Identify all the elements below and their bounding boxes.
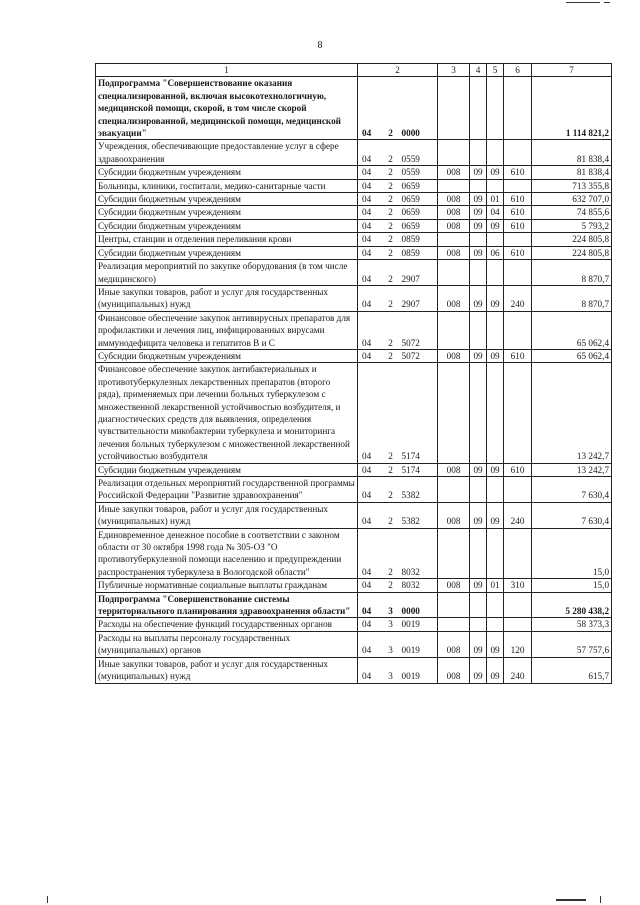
table-row: [96, 528, 612, 579]
table-row: [96, 592, 612, 618]
subsection-code-cell: 01: [487, 579, 504, 592]
subsection-code-cell: 06: [487, 246, 504, 259]
subsection-code-cell: 01: [487, 193, 504, 206]
code-part-b-cell: 2: [382, 349, 400, 362]
header-col-6: 6: [504, 64, 532, 77]
section-code-cell: [470, 260, 487, 286]
code-part-a-cell: 04: [358, 179, 382, 192]
section-code-cell: [470, 140, 487, 166]
ministry-code-cell: [438, 179, 470, 192]
row-name-cell: Субсидии бюджетным учреждениям: [96, 463, 358, 476]
code-part-c-cell: 0859: [400, 246, 438, 259]
code-part-c-cell: 0000: [400, 592, 438, 618]
code-part-a-cell: 04: [358, 502, 382, 528]
row-name-cell: Единовременное денежное пособие в соответствии с законом области от 30 октября 1998 года № 305-ОЗ "О противотуберкулезной помощи населению и предупреждении распространения туберкулеза в Вологодской области": [96, 528, 358, 579]
code-part-b-cell: 2: [382, 363, 400, 463]
subsection-code-cell: [487, 477, 504, 503]
code-part-c-cell: 5174: [400, 463, 438, 476]
table-row: [96, 618, 612, 631]
expense-type-cell: [504, 77, 532, 140]
amount-cell: 74 855,6: [532, 206, 612, 219]
subsection-code-cell: 09: [487, 285, 504, 311]
expense-type-cell: [504, 233, 532, 246]
subsection-code-cell: 09: [487, 166, 504, 179]
table-row: [96, 579, 612, 592]
row-name-cell: Подпрограмма "Совершенствование оказания специализированной, включая высокотехнологичную, медицинской помощи, скорой, в том числе скорой специализированной, медицинской помощи, медицинской эвакуации": [96, 77, 358, 140]
table-row: [96, 260, 612, 286]
code-part-a-cell: 04: [358, 219, 382, 232]
subsection-code-cell: [487, 140, 504, 166]
bottom-scan-mark: [47, 896, 48, 903]
section-code-cell: [470, 233, 487, 246]
expense-type-cell: 610: [504, 349, 532, 362]
expense-type-cell: 610: [504, 246, 532, 259]
header-col-5: 5: [487, 64, 504, 77]
amount-cell: 615,7: [532, 657, 612, 683]
table-row: [96, 206, 612, 219]
table-row: [96, 363, 612, 463]
section-code-cell: 09: [470, 502, 487, 528]
expense-type-cell: [504, 592, 532, 618]
amount-cell: 224 805,8: [532, 246, 612, 259]
code-part-b-cell: 2: [382, 219, 400, 232]
expense-type-cell: 610: [504, 463, 532, 476]
ministry-code-cell: 008: [438, 657, 470, 683]
expense-type-cell: [504, 311, 532, 349]
table-row: [96, 311, 612, 349]
code-part-a-cell: 04: [358, 77, 382, 140]
section-code-cell: [470, 363, 487, 463]
ministry-code-cell: [438, 528, 470, 579]
row-name-cell: Центры, станции и отделения переливания крови: [96, 233, 358, 246]
row-name-cell: Реализация отдельных мероприятий государственной программы Российской Федерации "Развитие здравоохранения": [96, 477, 358, 503]
amount-cell: 57 757,6: [532, 631, 612, 657]
ministry-code-cell: 008: [438, 219, 470, 232]
code-part-a-cell: 04: [358, 166, 382, 179]
row-name-cell: Учреждения, обеспечивающие предоставление услуг в сфере здравоохранения: [96, 140, 358, 166]
code-part-b-cell: 2: [382, 579, 400, 592]
row-name-cell: Финансовое обеспечение закупок антибактериальных и противотуберкулезных лекарственных препаратов (второго ряда), применяемых при лечении больных туберкулезом с множественной лекарственной устойчивостью возбудителя, и диагностических средств для выявления, определения чувствительности микобактерии туберкулеза и мониторинга лечения больных туберкулезом с множественной лекарственной устойчивостью возбудителя: [96, 363, 358, 463]
code-part-b-cell: 2: [382, 77, 400, 140]
code-part-b-cell: 2: [382, 206, 400, 219]
amount-cell: 632 707,0: [532, 193, 612, 206]
section-code-cell: 09: [470, 246, 487, 259]
code-part-c-cell: 5174: [400, 363, 438, 463]
ministry-code-cell: [438, 618, 470, 631]
code-part-c-cell: 0659: [400, 179, 438, 192]
section-code-cell: [470, 77, 487, 140]
ministry-code-cell: 008: [438, 206, 470, 219]
row-name-cell: Реализация мероприятий по закупке оборудования (в том числе медицинского): [96, 260, 358, 286]
code-part-a-cell: 04: [358, 618, 382, 631]
amount-cell: 81 838,4: [532, 166, 612, 179]
code-part-c-cell: 2907: [400, 260, 438, 286]
section-code-cell: 09: [470, 166, 487, 179]
section-code-cell: [470, 179, 487, 192]
row-name-cell: Расходы на обеспечение функций государственных органов: [96, 618, 358, 631]
expense-type-cell: 240: [504, 285, 532, 311]
expense-type-cell: 240: [504, 657, 532, 683]
subsection-code-cell: 09: [487, 631, 504, 657]
amount-cell: 65 062,4: [532, 311, 612, 349]
row-name-cell: Расходы на выплаты персоналу государственных (муниципальных) органов: [96, 631, 358, 657]
code-part-c-cell: 0659: [400, 193, 438, 206]
code-part-b-cell: 2: [382, 311, 400, 349]
code-part-b-cell: 2: [382, 260, 400, 286]
subsection-code-cell: [487, 363, 504, 463]
code-part-b-cell: 2: [382, 477, 400, 503]
header-col-4: 4: [470, 64, 487, 77]
table-row: [96, 219, 612, 232]
row-name-cell: Субсидии бюджетным учреждениям: [96, 246, 358, 259]
subsection-code-cell: [487, 179, 504, 192]
ministry-code-cell: 008: [438, 246, 470, 259]
section-code-cell: [470, 528, 487, 579]
code-part-c-cell: 8032: [400, 579, 438, 592]
ministry-code-cell: 008: [438, 463, 470, 476]
expense-type-cell: 310: [504, 579, 532, 592]
amount-cell: 13 242,7: [532, 363, 612, 463]
code-part-b-cell: 2: [382, 179, 400, 192]
corner-scan-mark: [604, 2, 610, 3]
amount-cell: 81 838,4: [532, 140, 612, 166]
subsection-code-cell: 09: [487, 463, 504, 476]
section-code-cell: 09: [470, 349, 487, 362]
code-part-a-cell: 04: [358, 528, 382, 579]
code-part-c-cell: 0019: [400, 618, 438, 631]
code-part-b-cell: 2: [382, 246, 400, 259]
expense-type-cell: 610: [504, 193, 532, 206]
code-part-a-cell: 04: [358, 463, 382, 476]
code-part-a-cell: 04: [358, 579, 382, 592]
ministry-code-cell: 008: [438, 502, 470, 528]
section-code-cell: 09: [470, 206, 487, 219]
code-part-c-cell: 0659: [400, 206, 438, 219]
code-part-a-cell: 04: [358, 193, 382, 206]
code-part-b-cell: 2: [382, 285, 400, 311]
expense-type-cell: 240: [504, 502, 532, 528]
subsection-code-cell: [487, 311, 504, 349]
code-part-a-cell: 04: [358, 140, 382, 166]
row-name-cell: Подпрограмма "Совершенствование системы территориального планирования здравоохранения области": [96, 592, 358, 618]
table-row: [96, 77, 612, 140]
code-part-b-cell: 2: [382, 140, 400, 166]
header-col-3: 3: [438, 64, 470, 77]
row-name-cell: Иные закупки товаров, работ и услуг для государственных (муниципальных) нужд: [96, 285, 358, 311]
ministry-code-cell: [438, 77, 470, 140]
bottom-scan-mark: [600, 896, 601, 903]
subsection-code-cell: 09: [487, 349, 504, 362]
code-part-c-cell: 8032: [400, 528, 438, 579]
table-row: [96, 463, 612, 476]
table-row: [96, 477, 612, 503]
subsection-code-cell: [487, 592, 504, 618]
table-row: [96, 233, 612, 246]
amount-cell: 65 062,4: [532, 349, 612, 362]
code-part-b-cell: 2: [382, 528, 400, 579]
code-part-b-cell: 3: [382, 618, 400, 631]
section-code-cell: 09: [470, 285, 487, 311]
table-header-row: [96, 64, 612, 77]
amount-cell: 224 805,8: [532, 233, 612, 246]
code-part-a-cell: 04: [358, 311, 382, 349]
row-name-cell: Иные закупки товаров, работ и услуг для государственных (муниципальных) нужд: [96, 657, 358, 683]
expense-type-cell: [504, 477, 532, 503]
expense-type-cell: 120: [504, 631, 532, 657]
ministry-code-cell: [438, 233, 470, 246]
subsection-code-cell: 09: [487, 502, 504, 528]
row-name-cell: Больницы, клиники, госпитали, медико-санитарные части: [96, 179, 358, 192]
code-part-c-cell: 5072: [400, 349, 438, 362]
expense-type-cell: 610: [504, 166, 532, 179]
expense-type-cell: [504, 528, 532, 579]
ministry-code-cell: [438, 260, 470, 286]
code-part-a-cell: 04: [358, 349, 382, 362]
expense-type-cell: 610: [504, 219, 532, 232]
section-code-cell: 09: [470, 657, 487, 683]
expense-type-cell: 610: [504, 206, 532, 219]
amount-cell: 15,0: [532, 579, 612, 592]
code-part-c-cell: 0559: [400, 166, 438, 179]
section-code-cell: 09: [470, 463, 487, 476]
code-part-c-cell: 0659: [400, 219, 438, 232]
header-col-2: 2: [358, 64, 438, 77]
code-part-c-cell: 5382: [400, 502, 438, 528]
code-part-c-cell: 0019: [400, 631, 438, 657]
ministry-code-cell: [438, 311, 470, 349]
ministry-code-cell: [438, 592, 470, 618]
subsection-code-cell: 09: [487, 219, 504, 232]
section-code-cell: [470, 618, 487, 631]
expense-type-cell: [504, 618, 532, 631]
table-row: [96, 179, 612, 192]
code-part-a-cell: 04: [358, 246, 382, 259]
subsection-code-cell: [487, 77, 504, 140]
ministry-code-cell: 008: [438, 579, 470, 592]
amount-cell: 5 280 438,2: [532, 592, 612, 618]
bottom-scan-mark: [556, 899, 586, 901]
code-part-c-cell: 0019: [400, 657, 438, 683]
corner-scan-mark: [566, 2, 600, 3]
section-code-cell: 09: [470, 579, 487, 592]
code-part-b-cell: 2: [382, 233, 400, 246]
amount-cell: 58 373,3: [532, 618, 612, 631]
section-code-cell: 09: [470, 193, 487, 206]
code-part-a-cell: 04: [358, 657, 382, 683]
code-part-a-cell: 04: [358, 477, 382, 503]
table-row: [96, 166, 612, 179]
subsection-code-cell: [487, 233, 504, 246]
subsection-code-cell: [487, 618, 504, 631]
expense-type-cell: [504, 140, 532, 166]
amount-cell: 8 870,7: [532, 285, 612, 311]
section-code-cell: [470, 311, 487, 349]
header-col-7: 7: [532, 64, 612, 77]
code-part-b-cell: 3: [382, 657, 400, 683]
ministry-code-cell: [438, 477, 470, 503]
expense-type-cell: [504, 363, 532, 463]
ministry-code-cell: [438, 140, 470, 166]
ministry-code-cell: 008: [438, 349, 470, 362]
header-col-1: 1: [96, 64, 358, 77]
code-part-a-cell: 04: [358, 260, 382, 286]
ministry-code-cell: 008: [438, 166, 470, 179]
amount-cell: 7 630,4: [532, 477, 612, 503]
section-code-cell: 09: [470, 219, 487, 232]
code-part-b-cell: 3: [382, 592, 400, 618]
table-row: [96, 502, 612, 528]
amount-cell: 15,0: [532, 528, 612, 579]
code-part-c-cell: 0859: [400, 233, 438, 246]
code-part-b-cell: 2: [382, 463, 400, 476]
code-part-a-cell: 04: [358, 285, 382, 311]
section-code-cell: [470, 477, 487, 503]
amount-cell: 7 630,4: [532, 502, 612, 528]
row-name-cell: Субсидии бюджетным учреждениям: [96, 349, 358, 362]
code-part-b-cell: 2: [382, 502, 400, 528]
code-part-b-cell: 2: [382, 166, 400, 179]
table-row: [96, 631, 612, 657]
subsection-code-cell: 04: [487, 206, 504, 219]
code-part-c-cell: 0000: [400, 77, 438, 140]
table-row: [96, 140, 612, 166]
code-part-c-cell: 0559: [400, 140, 438, 166]
amount-cell: 13 242,7: [532, 463, 612, 476]
code-part-c-cell: 5382: [400, 477, 438, 503]
code-part-b-cell: 3: [382, 631, 400, 657]
ministry-code-cell: 008: [438, 193, 470, 206]
amount-cell: 5 793,2: [532, 219, 612, 232]
row-name-cell: Иные закупки товаров, работ и услуг для государственных (муниципальных) нужд: [96, 502, 358, 528]
row-name-cell: Субсидии бюджетным учреждениям: [96, 193, 358, 206]
expense-type-cell: [504, 260, 532, 286]
amount-cell: 713 355,8: [532, 179, 612, 192]
subsection-code-cell: [487, 528, 504, 579]
amount-cell: 1 114 821,2: [532, 77, 612, 140]
code-part-a-cell: 04: [358, 233, 382, 246]
code-part-a-cell: 04: [358, 631, 382, 657]
table-row: [96, 246, 612, 259]
ministry-code-cell: [438, 363, 470, 463]
code-part-a-cell: 04: [358, 363, 382, 463]
code-part-c-cell: 5072: [400, 311, 438, 349]
row-name-cell: Финансовое обеспечение закупок антивирусных препаратов для профилактики и лечения лиц, инфицированных вирусами иммунодефицита человека и гепатитов В и С: [96, 311, 358, 349]
page-number: 8: [317, 40, 323, 51]
subsection-code-cell: [487, 260, 504, 286]
row-name-cell: Публичные нормативные социальные выплаты гражданам: [96, 579, 358, 592]
code-part-a-cell: 04: [358, 206, 382, 219]
budget-table: [95, 63, 612, 684]
subsection-code-cell: 09: [487, 657, 504, 683]
code-part-c-cell: 2907: [400, 285, 438, 311]
code-part-a-cell: 04: [358, 592, 382, 618]
table-row: [96, 349, 612, 362]
ministry-code-cell: 008: [438, 631, 470, 657]
expense-type-cell: [504, 179, 532, 192]
amount-cell: 8 870,7: [532, 260, 612, 286]
section-code-cell: 09: [470, 631, 487, 657]
table-row: [96, 193, 612, 206]
row-name-cell: Субсидии бюджетным учреждениям: [96, 206, 358, 219]
ministry-code-cell: 008: [438, 285, 470, 311]
section-code-cell: [470, 592, 487, 618]
row-name-cell: Субсидии бюджетным учреждениям: [96, 219, 358, 232]
table-row: [96, 285, 612, 311]
row-name-cell: Субсидии бюджетным учреждениям: [96, 166, 358, 179]
table-row: [96, 657, 612, 683]
code-part-b-cell: 2: [382, 193, 400, 206]
